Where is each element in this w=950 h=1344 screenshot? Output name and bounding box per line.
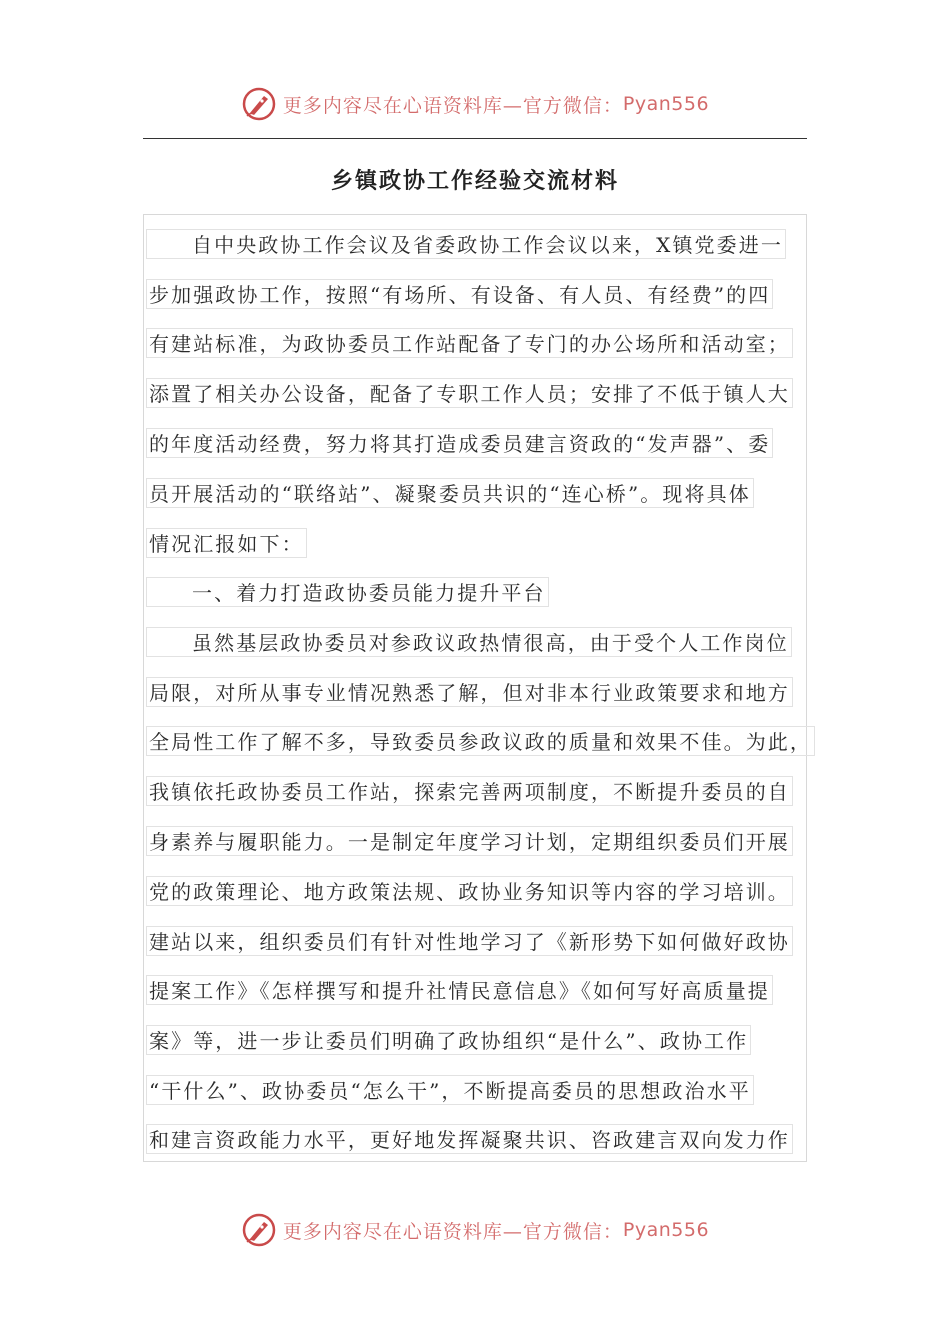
pen-nib-logo-icon [241, 86, 277, 122]
text-line: 和建言资政能力水平，更好地发挥凝聚共识、咨政建言双向发力作 [146, 1124, 793, 1154]
text-line: 案》等，进一步让委员们明确了政协组织“是什么”、政协工作 [146, 1025, 751, 1055]
text-line: 虽然基层政协委员对参政议政热情很高，由于受个人工作岗位 [146, 627, 792, 657]
text-line: 局限，对所从事专业情况熟悉了解，但对非本行业政策要求和地方 [146, 677, 793, 707]
text-line: 员开展活动的“联络站”、凝聚委员共识的“连心桥”。现将具体 [146, 478, 754, 508]
text-line: 步加强政协工作，按照“有场所、有设备、有人员、有经费”的四 [146, 279, 773, 309]
pen-nib-logo-icon [241, 1212, 277, 1248]
text-line: 自中央政协工作会议及省委政协工作会议以来，X镇党委进一 [146, 229, 786, 259]
banner-wechat-id: Pyan556 [622, 93, 710, 115]
banner-wechat-id: Pyan556 [622, 1219, 710, 1241]
text-line: 身素养与履职能力。一是制定年度学习计划，定期组织委员们开展 [146, 826, 793, 856]
text-line: 建站以来，组织委员们有针对性地学习了《新形势下如何做好政协 [146, 926, 793, 956]
section-heading: 一、着力打造政协委员能力提升平台 [146, 577, 549, 607]
text-line: 全局性工作了解不多，导致委员参政议政的质量和效果不佳。为此， [146, 726, 815, 756]
text-line: 党的政策理论、地方政策法规、政协业务知识等内容的学习培训。 [146, 876, 793, 906]
text-line: 添置了相关办公设备，配备了专职工作人员；安排了不低于镇人大 [146, 378, 793, 408]
text-line: 我镇依托政协委员工作站，探索完善两项制度，不断提升委员的自 [146, 776, 793, 806]
text-line: 的年度活动经费，努力将其打造成委员建言资政的“发声器”、委 [146, 428, 773, 458]
text-line: 有建站标准，为政协委员工作站配备了专门的办公场所和活动室； [146, 328, 793, 358]
footer-banner [0, 1210, 950, 1250]
banner-text: 更多内容尽在心语资料库—官方微信： [282, 94, 623, 117]
header-banner [0, 84, 950, 124]
text-line: 提案工作》《怎样撰写和提升社情民意信息》《如何写好高质量提 [146, 975, 773, 1005]
text-line: 情况汇报如下： [146, 528, 307, 558]
banner-text: 更多内容尽在心语资料库—官方微信： [282, 1220, 623, 1243]
header-rule [143, 138, 807, 139]
text-line: “干什么”、政协委员“怎么干”，不断提高委员的思想政治水平 [146, 1075, 754, 1105]
document-title: 乡镇政协工作经验交流材料 [330, 168, 619, 194]
